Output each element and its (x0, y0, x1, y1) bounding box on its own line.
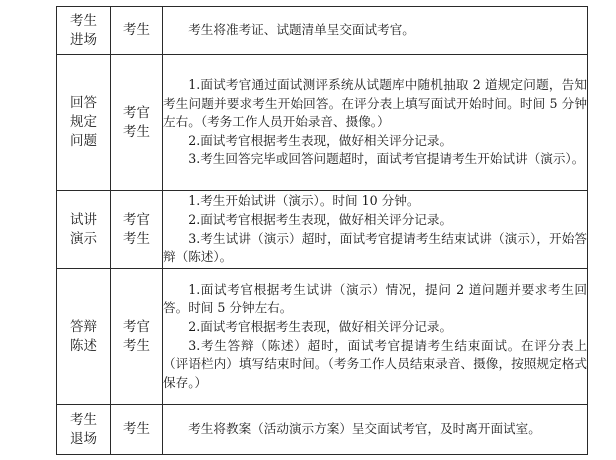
role-text: 考生 (123, 421, 150, 437)
role-cell (111, 269, 163, 405)
stage-text: 陈述 (70, 337, 97, 354)
stage-cell (57, 191, 111, 269)
content-cell (163, 7, 588, 55)
role-text: 考官 (123, 318, 150, 335)
content-paragraph: 考生将教案（活动演示方案）呈交面试考官，及时离开面试室。 (188, 421, 541, 437)
stage-text: 试讲 (70, 211, 97, 228)
stage-text: 演示 (70, 230, 97, 247)
stage-text: 规定 (70, 114, 97, 130)
table-row-exit (57, 405, 588, 455)
stage-cell (57, 405, 111, 455)
stage-text: 答辩 (70, 318, 97, 335)
content-cell (163, 405, 588, 455)
content-paragraph: 2.面试考官根据考生表现，做好相关评分记录。 (188, 132, 453, 148)
interview-procedure-table (56, 6, 588, 455)
content-paragraph: 3.考生回答完毕或回答问题超时，面试考官提请考生开始试讲（演示）。 (188, 151, 585, 167)
stage-text: 考生 (70, 411, 97, 428)
content-paragraph: 2.面试考官根据考生表现，做好相关评分记录。 (188, 318, 453, 334)
stage-text: 问题 (70, 133, 97, 149)
role-text: 考生 (123, 123, 150, 140)
role-text: 考官 (123, 211, 150, 228)
content-paragraph: 1.考生开始试讲（演示）。时间 10 分钟。 (188, 193, 420, 209)
content-cell (163, 55, 588, 191)
role-cell (111, 191, 163, 269)
content-paragraph: 2.面试考官根据考生表现，做好相关评分记录。 (188, 211, 453, 227)
stage-text: 进场 (70, 31, 97, 48)
role-text: 考生 (123, 337, 150, 354)
stage-cell (57, 7, 111, 55)
role-cell (111, 55, 163, 191)
role-text: 考生 (123, 230, 150, 247)
content-paragraph: 3.考生试讲（演示）超时，面试考官提请考生结束试讲（演示），开始答辩（陈述）。 (163, 230, 587, 265)
table-row-defense-statement (57, 269, 588, 405)
role-cell (111, 7, 163, 55)
content-paragraph: 1.面试考官通过面试测评系统从试题库中随机抽取 2 道规定问题，告知考生问题并要求考生开始回答。在评分表上填写面试开始时间。时间 5 分钟左右。（考务工作人员开始录音、摄像。） (163, 77, 587, 130)
stage-text: 回答 (70, 95, 97, 111)
table-row-lecture-demo (57, 191, 588, 269)
content-paragraph: 考生将准考证、试题清单呈交面试考官。 (188, 22, 415, 38)
stage-cell (57, 269, 111, 405)
content-paragraph: 3.考生答辩（陈述）超时，面试考官提请考生结束面试。在评分表上（评语栏内）填写结束时间。（考务工作人员结束录音、摄像，按照规定格式保存。） (163, 337, 587, 390)
table-row-answer-questions (57, 55, 588, 191)
table-row-enter (57, 7, 588, 55)
role-text: 考官 (123, 104, 150, 121)
stage-cell (57, 55, 111, 191)
content-cell (163, 191, 588, 269)
stage-text: 退场 (70, 430, 97, 447)
content-paragraph: 1.面试考官根据考生试讲（演示）情况，提问 2 道问题并要求考生回答。时间 5 分钟左右。 (163, 281, 587, 316)
content-cell (163, 269, 588, 405)
role-cell (111, 405, 163, 455)
stage-text: 考生 (70, 12, 97, 29)
role-text: 考生 (123, 22, 150, 38)
